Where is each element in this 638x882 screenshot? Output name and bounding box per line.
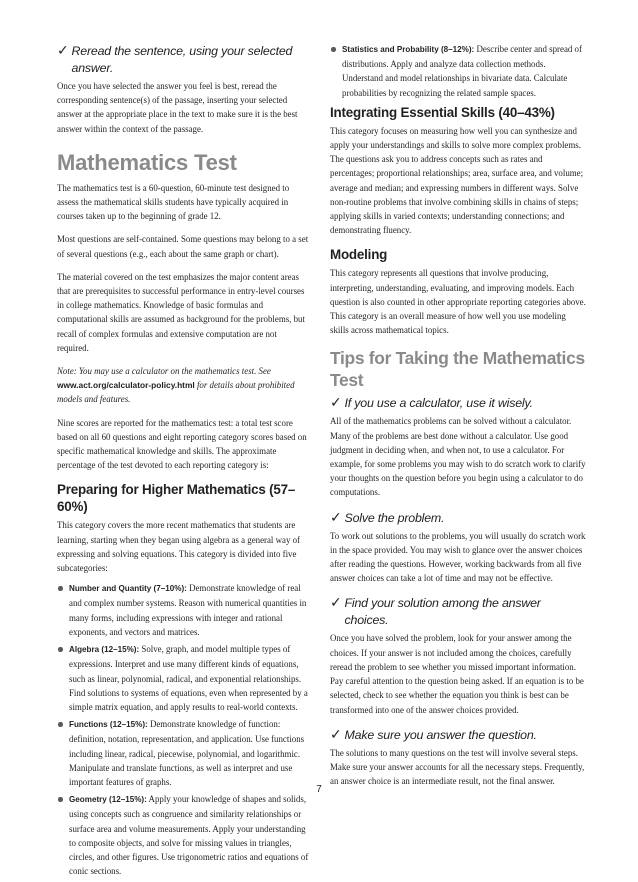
subcategory-term: Geometry (12–15%):: [69, 795, 147, 805]
list-item: [57, 792, 310, 878]
preparing-higher-math-heading: Preparing for Higher Mathematics (57–60%): [57, 482, 296, 515]
subcategory-text: Demonstrate knowledge of real and complex number systems. Reason with numerical quantities in many forms, including expressions with integer and rational exponents, and vectors and matrices.: [69, 583, 307, 637]
preparing-paragraph: This category covers the more recent mathematics that students are learning, starting when they began using algebra as a general way of expressing and solving equations. This category is divided into five subcategories:: [57, 520, 300, 574]
checkmark-icon: ✓: [330, 725, 342, 742]
statistics-list: [330, 42, 586, 100]
modeling-heading: Modeling: [330, 247, 388, 263]
math-scores-paragraph: Nine scores are reported for the mathematics test: a total test score based on all 60 questions and eight reporting category scores based on specific mathematical knowledge and skills. The approximate percentage of the test devoted to each reporting category is:: [57, 417, 307, 471]
bullet-icon: [58, 722, 63, 727]
integrating-skills-paragraph: This category focuses on measuring how well you can synthesize and apply your understandings and skills to solve more complex problems. The questions ask you to address concepts such as rates and percentages; proportional relationships; area, surface area, and volume; average and median; and expressing numbers in different ways. Solve non-routine problems that involve combining skills in chains of steps; applying skills in varied contexts; understanding connections; and demonstrating fluency.: [330, 125, 584, 236]
subcategory-text: Describe center and spread of distributions. Apply and analyze data collection methods. Understand and model relationships in bivariate data. Calculate probabilities by recognizing the related sample spaces.: [342, 44, 582, 98]
subcategory-list: [57, 581, 310, 878]
mathematics-test-title: Mathematics Test: [57, 149, 237, 175]
tip-heading-text: Find your solution among the answer choices.: [344, 596, 541, 628]
reread-tip-heading: [57, 42, 310, 77]
list-item: [57, 717, 310, 789]
math-intro-paragraph: The mathematics test is a 60-question, 60-minute test designed to assess the mathematical skills students have typically acquired in courses taken up to the beginning of grade 12.: [57, 182, 290, 222]
subcategory-text: Solve, graph, and model multiple types of expressions. Interpret and use many different kinds of equations, such as linear, polynomial, radical, and exponential relationships. Find solutions to systems of equations, even when represented by a simple matrix equation, and apply results to real-world contexts.: [69, 644, 308, 712]
math-self-contained-paragraph: Most questions are self-contained. Some questions may belong to a set of several questions (e.g., each about the same graph or chart).: [57, 234, 309, 259]
tip-paragraph-calculator: All of the mathematics problems can be solved without a calculator. Many of the problems are best done without a calculator. Use good judgment in deciding when, and when not, to use a calculator. For example, for some problems you may wish to do scratch work to clarify your thoughts on the question before you begin using a calculator to do computations.: [330, 416, 586, 498]
calculator-note: [57, 364, 310, 407]
note-text-before: Note: You may use a calculator on the mathematics test. See: [57, 366, 271, 377]
list-item: [330, 42, 586, 100]
tip-heading-calculator: [330, 394, 586, 412]
note-text-after: for details about prohibited models and features.: [57, 380, 295, 405]
tip-paragraph-find-solution: Once you have solved the problem, look for your answer among the choices. If your answer is not included among the choices, carefully reread the problem to see whether you missed important information. Pay careful attention to the question being asked. If an equation is to be selected, check to see whether the equation you think is best can be transformed into one of the answer choices provided.: [330, 633, 584, 715]
subcategory-term: Number and Quantity (7–10%):: [69, 584, 187, 594]
right-column: [330, 42, 586, 797]
reread-paragraph: Once you have selected the answer you feel is best, reread the corresponding sentence(s) of the passage, inserting your selected answer at the appropriate place in the text to make sure it is the best answer within the context of the passage.: [57, 81, 298, 134]
tips-title: Tips for Taking the Mathematics Test: [330, 348, 585, 391]
subcategory-term: Functions (12–15%):: [69, 720, 148, 730]
subcategory-text: Demonstrate knowledge of function: definition, notation, representation, and application. Use functions including linear, radical, piecewise, polynomial, and logarithmic. Manipulate and translate functions, as well as interpret and use important features of graphs.: [69, 719, 305, 787]
checkmark-icon: ✓: [330, 594, 342, 611]
list-item: [57, 581, 310, 639]
page-number: 7: [316, 784, 322, 795]
modeling-paragraph: This category represents all questions that involve producing, interpreting, understanding, evaluating, and improving models. Each question is also counted in other appropriate reporting categories above. This category is an overall measure of how well you use modeling skills across mathematical topics.: [330, 268, 586, 336]
tip-heading-answer-question: [330, 726, 586, 744]
bullet-icon: [58, 797, 63, 802]
tip-heading-find-solution: [330, 594, 586, 629]
subcategory-term: Algebra (12–15%):: [69, 645, 140, 655]
bullet-icon: [331, 47, 336, 52]
calculator-policy-link[interactable]: www.act.org/calculator-policy.html: [57, 380, 195, 391]
integrating-skills-heading: Integrating Essential Skills (40–43%): [330, 104, 555, 120]
tip-heading-text: If you use a calculator, use it wisely.: [344, 396, 533, 411]
checkmark-icon: ✓: [330, 508, 342, 525]
tip-paragraph-answer-question: The solutions to many questions on the test will involve several steps. Make sure your answer accounts for all the necessary steps. Frequently, an answer choice is an intermediate result, not the final answer.: [330, 747, 585, 787]
tip-heading-text: Make sure you answer the question.: [344, 727, 537, 742]
checkmark-icon: ✓: [57, 42, 69, 58]
reread-tip-text: Reread the sentence, using your selected answer.: [71, 44, 293, 75]
subcategory-term: Statistics and Probability (8–12%):: [342, 45, 475, 54]
bullet-icon: [58, 647, 63, 652]
bullet-icon: [58, 586, 63, 591]
math-content-paragraph: The material covered on the test emphasizes the major content areas that are prerequisites to successful performance in entry-level courses in college mathematics. Knowledge of basic formulas and computational skills are assumed as background for the problems, but recall of complex formulas and extensive computation are not required.: [57, 271, 305, 353]
checkmark-icon: ✓: [330, 394, 342, 411]
left-column: [57, 42, 310, 882]
tip-heading-solve: [330, 509, 586, 527]
list-item: [57, 642, 310, 714]
subcategory-text: Apply your knowledge of shapes and solids, using concepts such as congruence and similarity relationships or surface area and volume measurements. Apply your understanding to composite objects, and solve for missing values in triangles, circles, and other figures. Use trigonometric ratios and equations of conic sections.: [69, 794, 309, 877]
tip-heading-text: Solve the problem.: [344, 510, 445, 525]
tip-paragraph-solve: To work out solutions to the problems, you will usually do scratch work in the space provided. You may wish to glance over the answer choices after reading the questions. However, working backwards from all five answer choices can take a lot of time and may not be effective.: [330, 530, 586, 584]
